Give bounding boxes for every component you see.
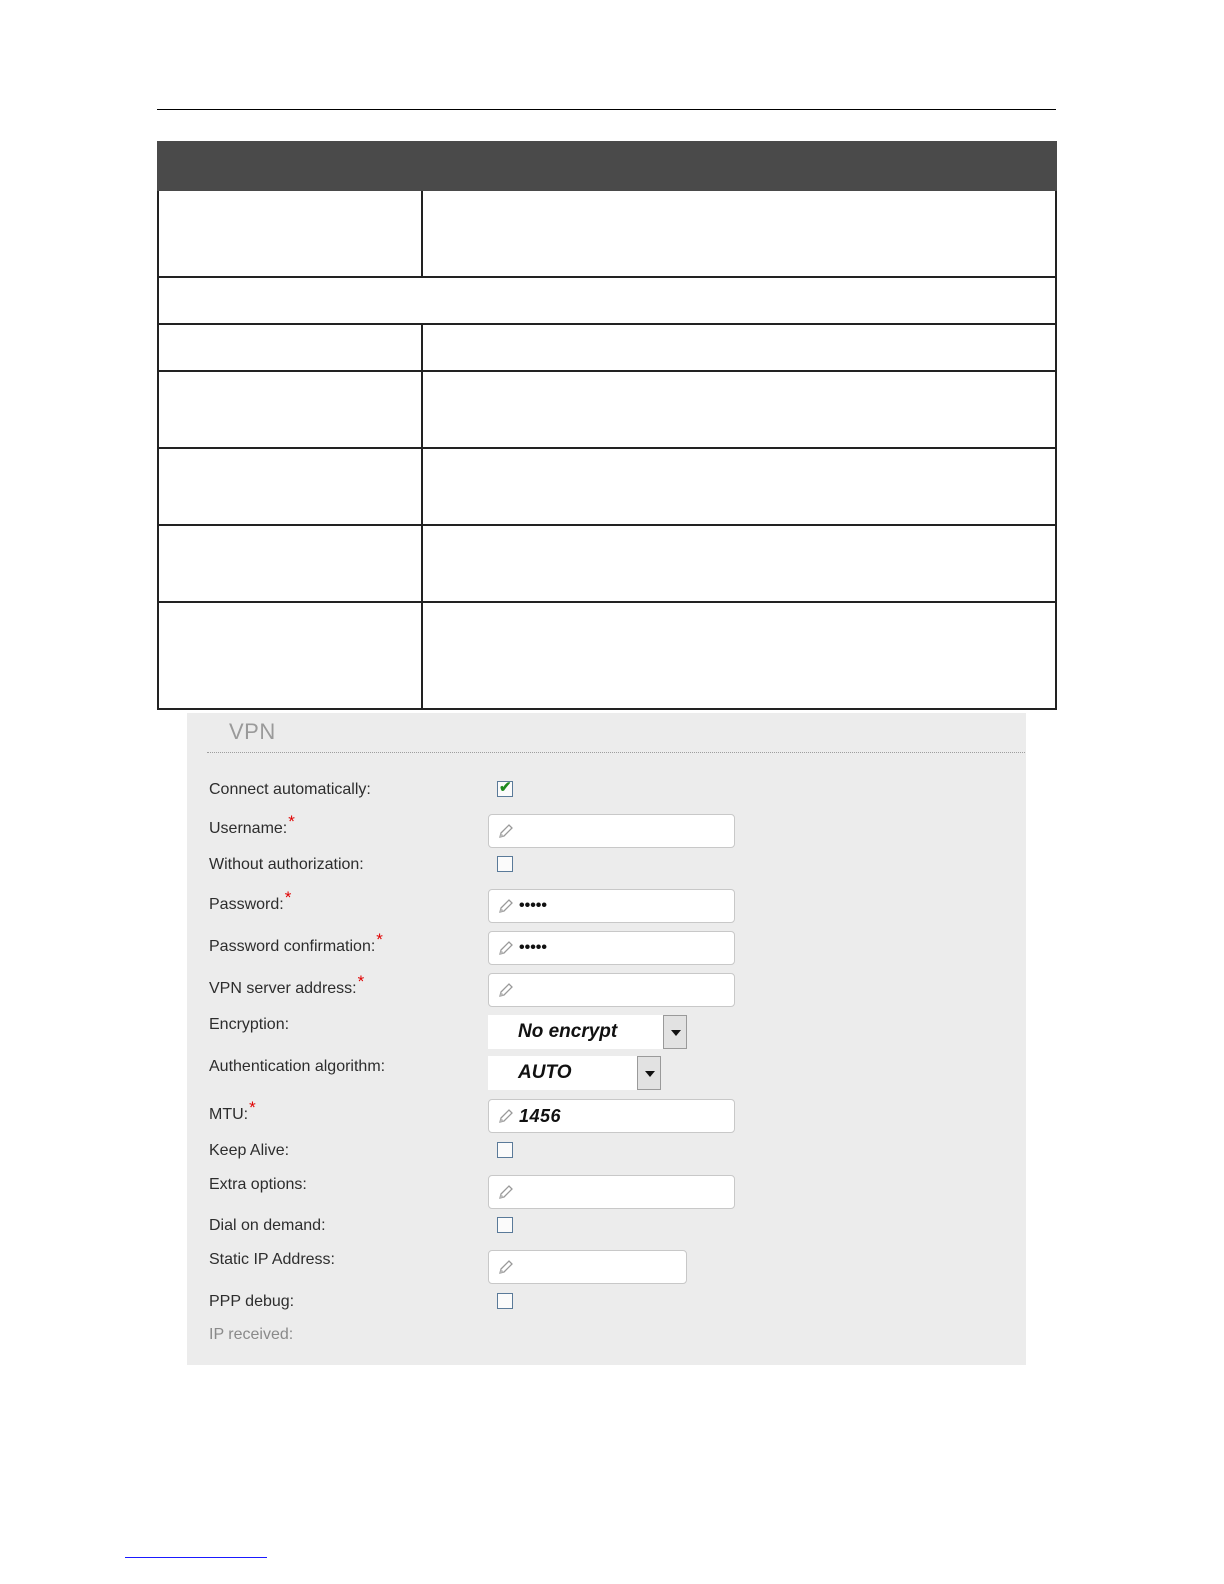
- dial-on-demand-checkbox[interactable]: [497, 1217, 513, 1233]
- authentication-algorithm-label: Authentication algorithm:: [209, 1058, 386, 1075]
- required-marker: *: [249, 1098, 256, 1117]
- table-row: [158, 324, 1056, 371]
- static-ip-address-label: Static IP Address:: [209, 1251, 335, 1268]
- vpn-server-address-input[interactable]: [488, 973, 735, 1007]
- table-row: [158, 190, 1056, 277]
- authentication-algorithm-select[interactable]: AUTO: [488, 1056, 661, 1090]
- keep-alive-checkbox[interactable]: [497, 1142, 513, 1158]
- password-label: Password:*: [209, 888, 292, 913]
- required-marker: *: [288, 812, 295, 831]
- chevron-down-icon[interactable]: [663, 1015, 687, 1049]
- without-authorization-label: Without authorization:: [209, 856, 364, 873]
- footer-link-underline: [125, 1557, 267, 1558]
- password-confirmation-input[interactable]: •••••: [488, 931, 735, 965]
- password-confirmation-label: Password confirmation:*: [209, 930, 383, 955]
- static-ip-address-input[interactable]: [488, 1250, 687, 1284]
- connect-automatically-checkbox[interactable]: [497, 781, 513, 797]
- table-row: [158, 448, 1056, 525]
- pencil-icon: [497, 981, 515, 999]
- username-input[interactable]: [488, 814, 735, 848]
- dial-on-demand-label: Dial on demand:: [209, 1217, 326, 1234]
- panel-title: VPN: [229, 719, 276, 744]
- header-rule: [157, 109, 1056, 110]
- pencil-icon: [497, 939, 515, 957]
- table-row: [158, 371, 1056, 448]
- table-header-row: [158, 142, 1056, 190]
- ppp-debug-label: PPP debug:: [209, 1293, 295, 1310]
- pencil-icon: [497, 1183, 515, 1201]
- encryption-label: Encryption:: [209, 1016, 290, 1033]
- mtu-label: MTU:*: [209, 1098, 256, 1123]
- ppp-debug-checkbox[interactable]: [497, 1293, 513, 1309]
- pencil-icon: [497, 897, 515, 915]
- extra-options-label: Extra options:: [209, 1176, 307, 1193]
- required-marker: *: [357, 972, 365, 991]
- chevron-down-icon[interactable]: [637, 1056, 661, 1090]
- vpn-settings-panel: [187, 713, 1026, 1365]
- pencil-icon: [497, 1107, 515, 1125]
- mtu-input[interactable]: 1456: [488, 1099, 735, 1133]
- ip-received-label: IP received:: [209, 1326, 294, 1343]
- extra-options-input[interactable]: [488, 1175, 735, 1209]
- pencil-icon: [497, 822, 515, 840]
- username-label: Username:*: [209, 812, 295, 837]
- parameter-table: [157, 141, 1057, 710]
- encryption-select[interactable]: No encrypt: [488, 1015, 687, 1049]
- vpn-server-address-label: VPN server address:*: [209, 972, 365, 997]
- pencil-icon: [497, 1258, 515, 1276]
- without-authorization-checkbox[interactable]: [497, 856, 513, 872]
- connect-automatically-label: Connect automatically:: [209, 781, 371, 798]
- table-row: [158, 525, 1056, 602]
- check-icon: ✔: [499, 779, 512, 796]
- panel-divider: [207, 752, 1025, 753]
- password-input[interactable]: •••••: [488, 889, 735, 923]
- table-section-row: [158, 277, 1056, 324]
- keep-alive-label: Keep Alive:: [209, 1142, 290, 1159]
- table-row: [158, 602, 1056, 709]
- required-marker: *: [284, 888, 292, 907]
- required-marker: *: [376, 930, 383, 949]
